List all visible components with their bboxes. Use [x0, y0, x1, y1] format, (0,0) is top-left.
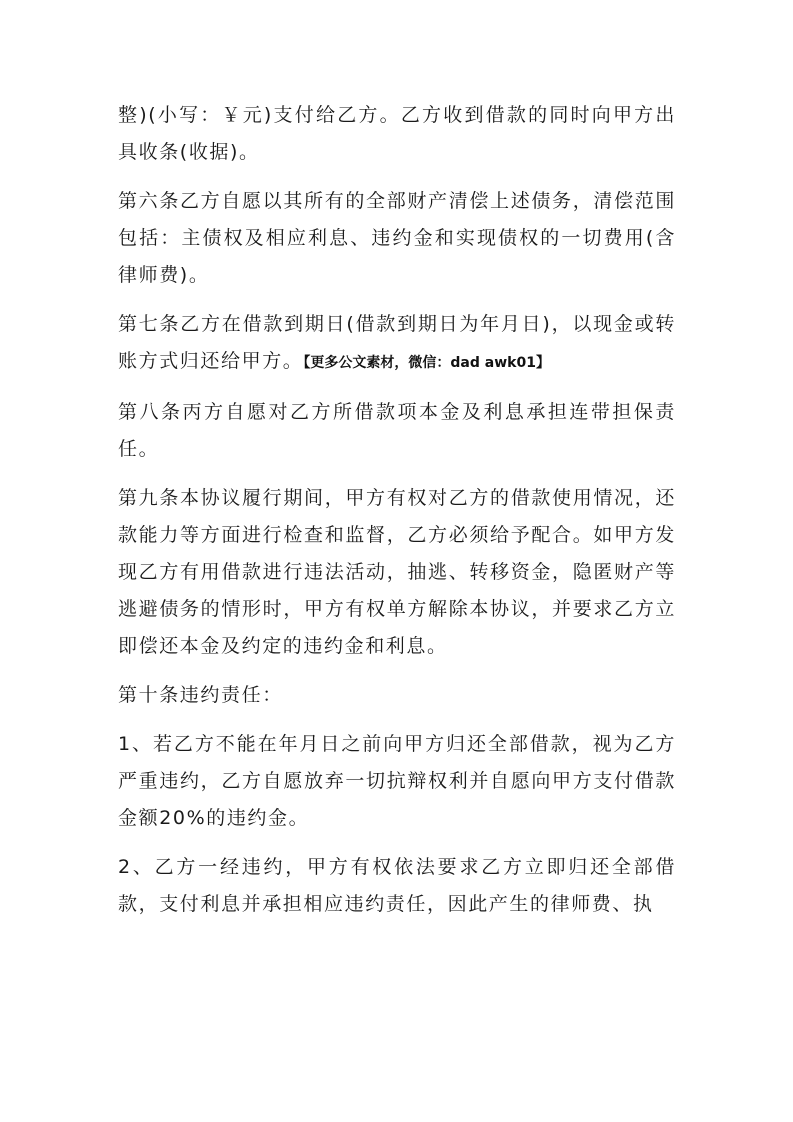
paragraph-text: 2、乙方一经违约，甲方有权依法要求乙方立即归还全部借款，支付利息并承担相应违约责任，因此产生的律师费、执: [118, 856, 676, 915]
document-page: [118, 97, 676, 935]
paragraph-article-10: [118, 677, 676, 714]
paragraph-article-9: [118, 480, 676, 665]
paragraph-text: 第九条本协议履行期间，甲方有权对乙方的借款使用情况，还款能力等方面进行检查和监督，乙方必须给予配合。如甲方发现乙方有用借款进行违法活动，抽逃、转移资金，隐匿财产等逃避债务的情形时，甲方有权单方解除本协议，并要求乙方立即偿还本金及约定的违约金和利息。: [118, 487, 676, 657]
paragraph-text: 整)(小写：￥元)支付给乙方。乙方收到借款的同时向甲方出具收条(收据)。: [118, 104, 676, 163]
promo-note: 【更多公文素材，微信：dad awk01】: [303, 355, 550, 371]
paragraph-text: 第七条乙方在借款到期日(借款到期日为年月日)，以现金或转账方式归还给甲方。: [118, 313, 676, 372]
paragraph-text: 第八条丙方自愿对乙方所借款项本金及利息承担连带担保责任。: [118, 401, 676, 460]
paragraph-clause-2: [118, 849, 676, 923]
paragraph-text: 第十条违约责任：: [118, 684, 283, 706]
paragraph-article-7: [118, 306, 676, 382]
paragraph-clause-1: [118, 726, 676, 837]
paragraph-article-6: [118, 183, 676, 294]
paragraph-continuation: [118, 97, 676, 171]
paragraph-text: 1、若乙方不能在年月日之前向甲方归还全部借款，视为乙方严重违约，乙方自愿放弃一切抗辩权利并自愿向甲方支付借款金额20%的违约金。: [118, 733, 676, 829]
paragraph-article-8: [118, 394, 676, 468]
paragraph-text: 第六条乙方自愿以其所有的全部财产清偿上述债务，清偿范围包括：主债权及相应利息、违约金和实现债权的一切费用(含律师费)。: [118, 190, 676, 286]
